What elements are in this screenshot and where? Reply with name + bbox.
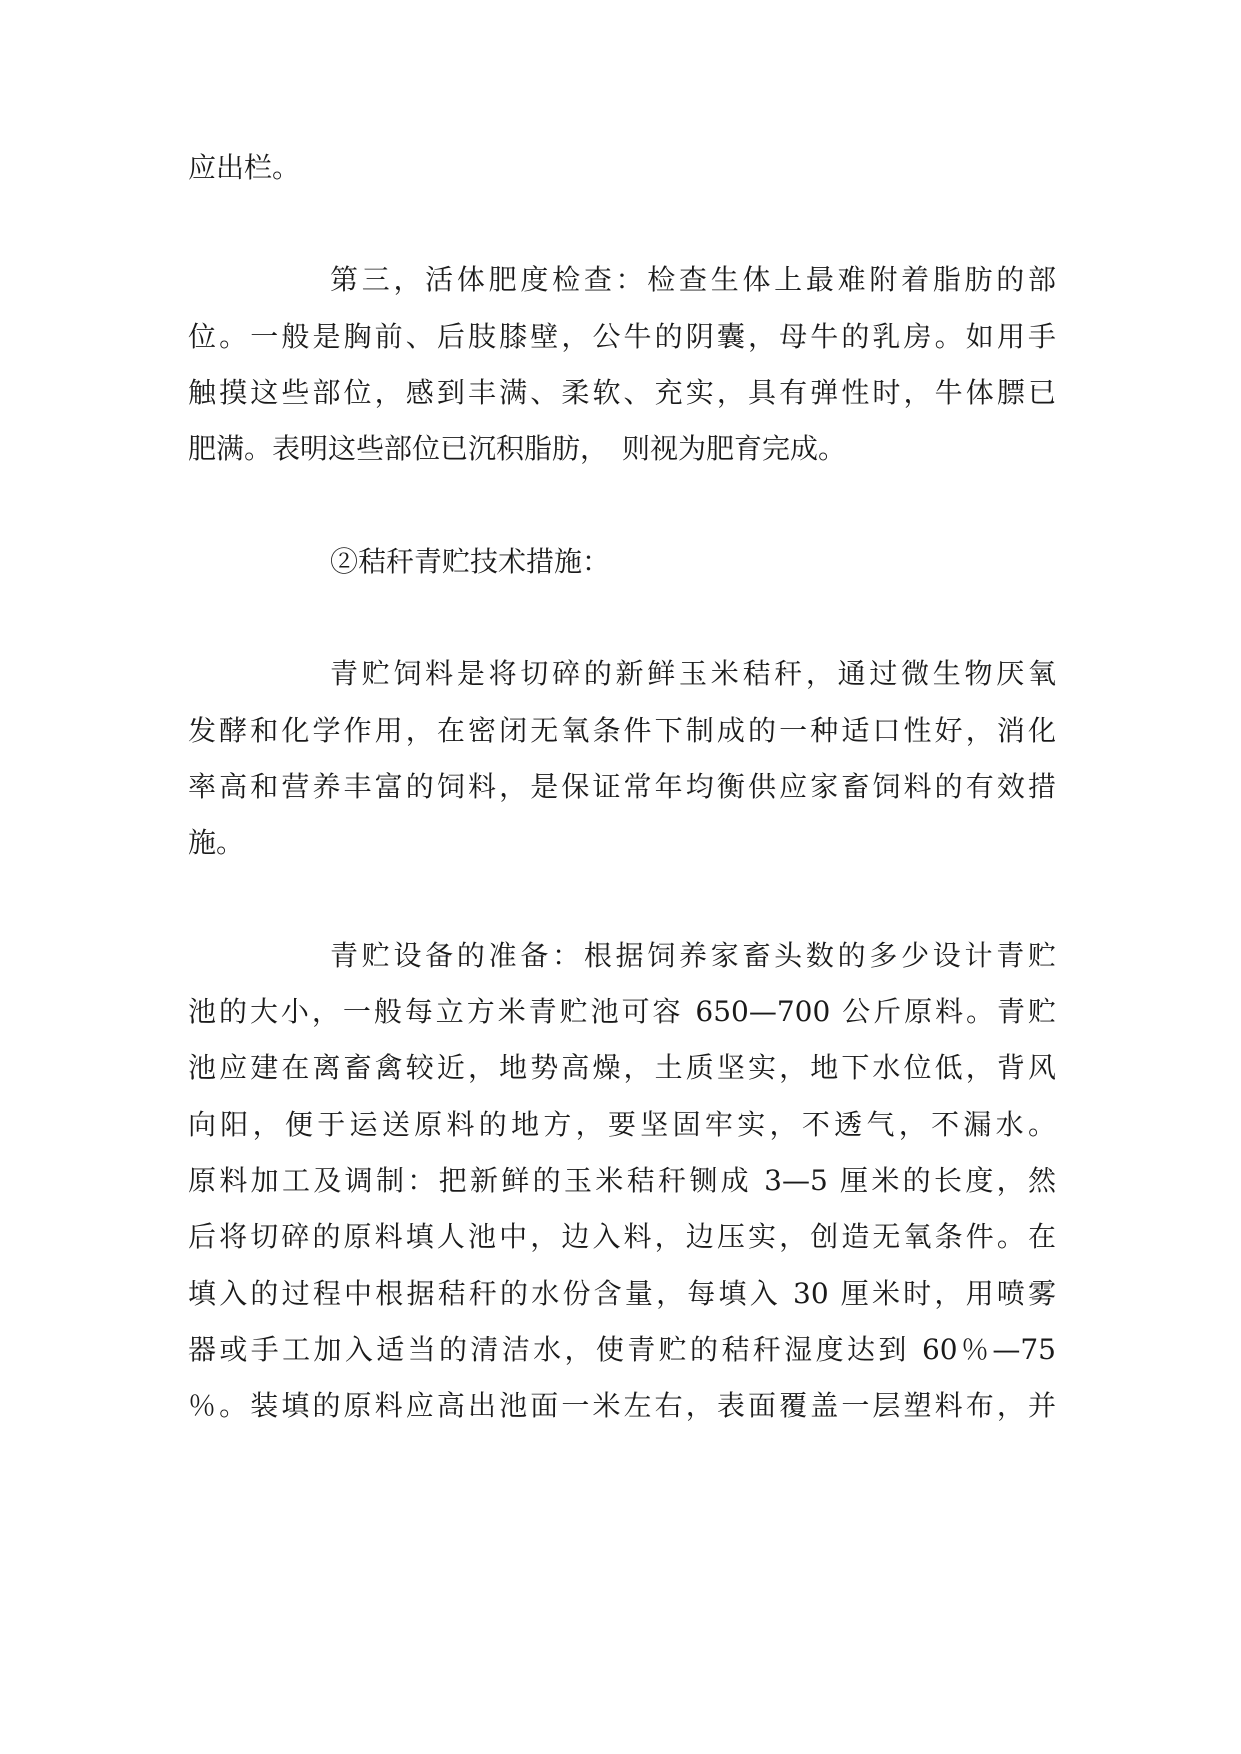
paragraph-5-line-7: 填入的过程中根据秸秆的水份含量，每填入 30 厘米时，用喷雾 bbox=[188, 1277, 1056, 1310]
paragraph-5-line-5: 原料加工及调制：把新鲜的玉米秸秆铡成 3—5 厘米的长度，然 bbox=[188, 1164, 1056, 1197]
paragraph-4-line-3: 率高和营养丰富的饲料，是保证常年均衡供应家畜饲料的有效措 bbox=[188, 770, 1056, 803]
paragraph-1-line-1: 应出栏。 bbox=[188, 151, 301, 184]
paragraph-4-line-2: 发酵和化学作用，在密闭无氧条件下制成的一种适口性好，消化 bbox=[188, 714, 1056, 747]
paragraph-2-line-4: 肥满。表明这些部位已沉积脂肪， 则视为肥育完成。 bbox=[188, 432, 847, 465]
paragraph-2-line-2: 位。一般是胸前、后肢膝壁，公牛的阴囊，母牛的乳房。如用手 bbox=[188, 320, 1056, 353]
paragraph-5-line-9: ％。装填的原料应高出池面一米左右，表面覆盖一层塑料布，并 bbox=[188, 1389, 1056, 1422]
paragraph-5-line-1: 青贮设备的准备：根据饲养家畜头数的多少设计青贮 bbox=[330, 939, 1056, 972]
paragraph-4-line-4: 施。 bbox=[188, 826, 245, 859]
paragraph-5-line-3: 池应建在离畜禽较近，地势高燥，土质坚实，地下水位低，背风 bbox=[188, 1051, 1056, 1084]
section-heading: ②秸秆青贮技术措施： bbox=[330, 545, 611, 578]
paragraph-5-line-4: 向阳，便于运送原料的地方，要坚固牢实，不透气，不漏水。 bbox=[188, 1108, 1056, 1141]
paragraph-5-line-6: 后将切碎的原料填人池中，边入料，边压实，创造无氧条件。在 bbox=[188, 1220, 1056, 1253]
paragraph-5-line-2: 池的大小，一般每立方米青贮池可容 650—700 公斤原料。青贮 bbox=[188, 995, 1056, 1028]
paragraph-4-line-1: 青贮饲料是将切碎的新鲜玉米秸秆，通过微生物厌氧 bbox=[330, 657, 1056, 690]
paragraph-2-line-1: 第三，活体肥度检查：检查生体上最难附着脂肪的部 bbox=[330, 263, 1056, 296]
paragraph-2-line-3: 触摸这些部位，感到丰满、柔软、充实，具有弹性时，牛体膘已 bbox=[188, 376, 1056, 409]
paragraph-5-line-8: 器或手工加入适当的清洁水，使青贮的秸秆湿度达到 60％—75 bbox=[188, 1333, 1056, 1366]
